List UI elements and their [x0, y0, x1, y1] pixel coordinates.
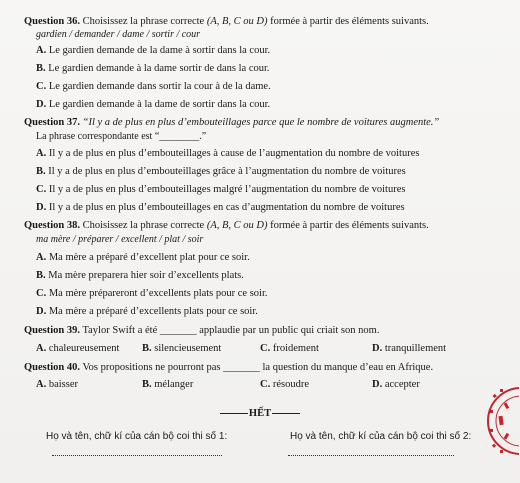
question-number: Question 37. [24, 117, 81, 128]
official-stamp-icon [485, 385, 519, 457]
q39-option-c[interactable]: C. froidement [260, 343, 319, 354]
question-text: Taylor Swift a été _______ applaudie par un public qui criait son nom. [80, 325, 380, 336]
q37-option-d[interactable]: D. Il y a de plus en plus d’embouteillages en cas d’augmentation du nombre de voitures [36, 202, 405, 213]
question-36-words: gardien / demander / dame / sortir / cour [36, 29, 201, 40]
question-38 [24, 219, 512, 233]
question-quote: “Il y a de plus en plus d’embouteillages parce que le nombre de voitures augmente.” [80, 117, 440, 128]
q39-option-d[interactable]: D. tranquillement [372, 343, 447, 354]
q40-option-a[interactable]: A. baisser [36, 379, 79, 390]
supervisor-1-label: Họ và tên, chữ kí của cán bộ coi thi số 1: [46, 431, 228, 442]
question-text: Choisissez la phrase correcte [80, 220, 207, 231]
question-number: Question 39. [24, 325, 81, 336]
question-text: Vos propositions ne pourront pas _______ la question du manque d’eau en Afrique. [80, 362, 434, 373]
question-38-words: ma mère / préparer / excellent / plat / soir [36, 234, 204, 245]
q40-option-c[interactable]: C. résoudre [260, 379, 309, 390]
question-number: Question 40. [24, 362, 81, 373]
q38-option-a[interactable]: A. Ma mère a préparé d’excellent plat pour ce soir. [36, 252, 250, 263]
divider-line [272, 413, 300, 414]
question-number: Question 38. [24, 220, 81, 231]
supervisor-2-label: Họ và tên, chữ kí của cán bộ coi thi số 2: [290, 431, 472, 442]
q37-option-b[interactable]: B. Il y a de plus en plus d’embouteillages grâce à l’augmentation du nombre de voitures [36, 166, 406, 177]
question-text: Choisissez la phrase correcte [80, 16, 207, 27]
end-text: HẾT [248, 408, 272, 419]
question-hint: (A, B, C ou D) [206, 16, 268, 27]
q36-option-b[interactable]: B. Le gardien demande à la dame sortir de dans la cour. [36, 63, 270, 74]
q36-option-d[interactable]: D. Le gardien demande à la dame de sortir dans la cour. [36, 99, 271, 110]
question-37-prompt: La phrase correspondante est “________.” [36, 131, 207, 142]
question-number: Question 36. [24, 16, 81, 27]
q37-option-a[interactable]: A. Il y a de plus en plus d’embouteillages à cause de l’augmentation du nombre de voitures [36, 148, 420, 159]
q38-option-d[interactable]: D. Ma mère a préparé d’excellents plats pour ce soir. [36, 306, 258, 317]
question-text-2: formée à partir des éléments suivants. [267, 220, 429, 231]
question-37 [24, 116, 512, 130]
question-text-2: formée à partir des éléments suivants. [267, 16, 429, 27]
question-36 [24, 15, 512, 29]
q38-option-c[interactable]: C. Ma mère prépareront d’excellents plats pour ce soir. [36, 288, 268, 299]
divider-line [220, 413, 248, 414]
q36-option-a[interactable]: A. Le gardien demande de la dame à sortir dans la cour. [36, 45, 271, 56]
q40-option-d[interactable]: D. accepter [372, 379, 420, 390]
q38-option-b[interactable]: B. Ma mère preparera hier soir d’excellents plats. [36, 270, 244, 281]
q36-option-c[interactable]: C. Le gardien demande dans sortir la cour à de la dame. [36, 81, 271, 92]
question-hint: (A, B, C ou D) [206, 220, 268, 231]
question-39 [24, 324, 512, 338]
q37-option-c[interactable]: C. Il y a de plus en plus d’embouteillages malgré l’augmentation du nombre de voitures [36, 184, 406, 195]
question-40 [24, 361, 512, 375]
signature-line-2 [288, 455, 454, 456]
q39-option-b[interactable]: B. silencieusement [142, 343, 222, 354]
q39-option-a[interactable]: A. chaleureusement [36, 343, 120, 354]
signature-line-1 [52, 455, 222, 456]
end-marker [0, 408, 520, 419]
q40-option-b[interactable]: B. mélanger [142, 379, 194, 390]
